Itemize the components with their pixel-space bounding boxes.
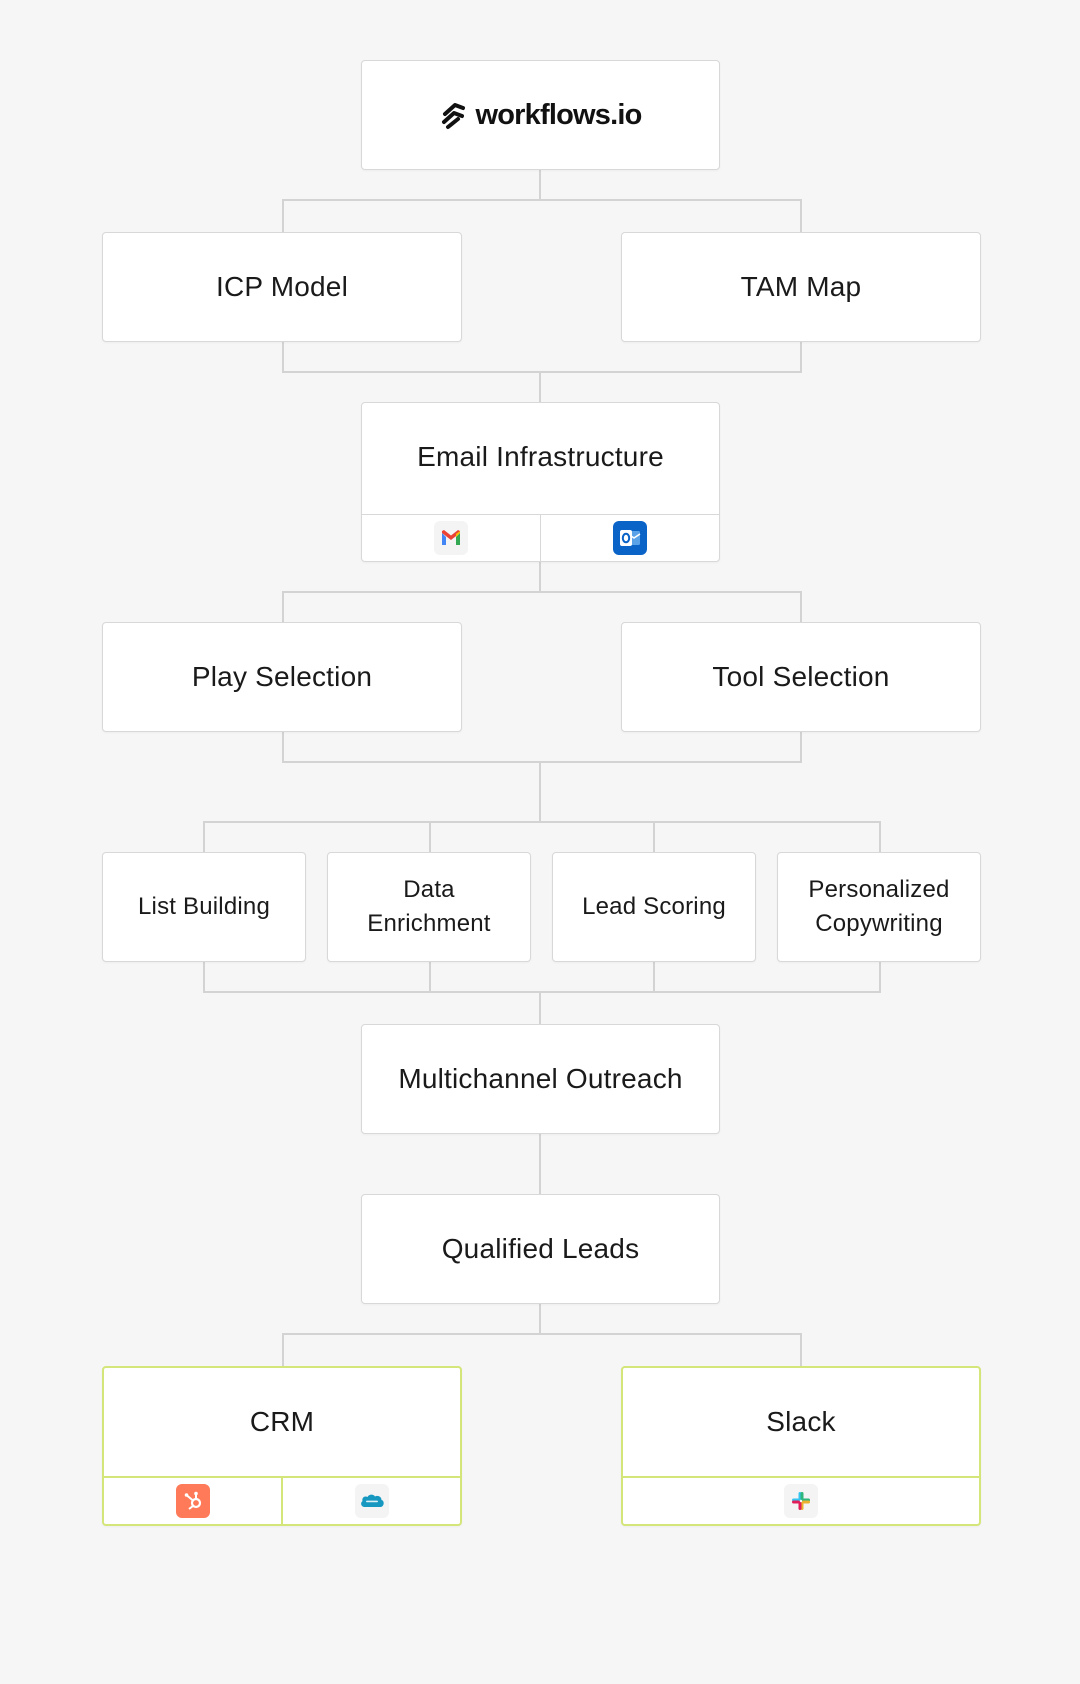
node-label: List Building xyxy=(137,893,270,920)
node-label: CRM xyxy=(249,1406,315,1437)
node-label: TAM Map xyxy=(740,271,862,302)
node-email-infrastructure xyxy=(361,402,720,562)
workflows-logo-icon xyxy=(439,100,469,130)
outlook-icon xyxy=(613,521,647,555)
node-play-selection xyxy=(102,622,462,732)
integration-cell xyxy=(104,1478,281,1524)
node-icp-model xyxy=(102,232,462,342)
integration-cell xyxy=(623,1478,979,1524)
node-qualified-leads xyxy=(361,1194,720,1304)
node-label: Slack xyxy=(766,1406,836,1437)
node-tam-map xyxy=(621,232,981,342)
integration-footer xyxy=(362,514,719,561)
node-label: ICP Model xyxy=(215,271,348,302)
integration-cell xyxy=(540,515,719,561)
gmail-icon xyxy=(434,521,468,555)
node-lead-scoring xyxy=(552,852,756,962)
node-list-building xyxy=(102,852,306,962)
brand xyxy=(439,99,641,132)
node-data-enrichment xyxy=(327,852,531,962)
node-label: Qualified Leads xyxy=(441,1233,640,1264)
integration-cell xyxy=(362,515,540,561)
brand-name: workflows.io xyxy=(475,98,642,131)
slack-icon xyxy=(784,1484,818,1518)
hubspot-icon xyxy=(176,1484,210,1518)
node-label: Tool Selection xyxy=(712,661,890,692)
integration-cell xyxy=(281,1478,460,1524)
integration-footer xyxy=(623,1476,979,1524)
salesforce-icon xyxy=(355,1484,389,1518)
node-label: Personalized Copywriting xyxy=(808,876,950,937)
node-multichannel-outreach xyxy=(361,1024,720,1134)
node-label: Multichannel Outreach xyxy=(398,1063,683,1094)
node-tool-selection xyxy=(621,622,981,732)
node-label: Lead Scoring xyxy=(582,893,726,920)
workflows-root-node xyxy=(361,60,720,170)
node-slack xyxy=(621,1366,981,1526)
node-label: Play Selection xyxy=(191,661,373,692)
node-crm xyxy=(102,1366,462,1526)
node-personalized-copywriting xyxy=(777,852,981,962)
node-label: Data Enrichment xyxy=(367,876,491,937)
node-label: Email Infrastructure xyxy=(417,441,664,472)
integration-footer xyxy=(104,1476,460,1524)
